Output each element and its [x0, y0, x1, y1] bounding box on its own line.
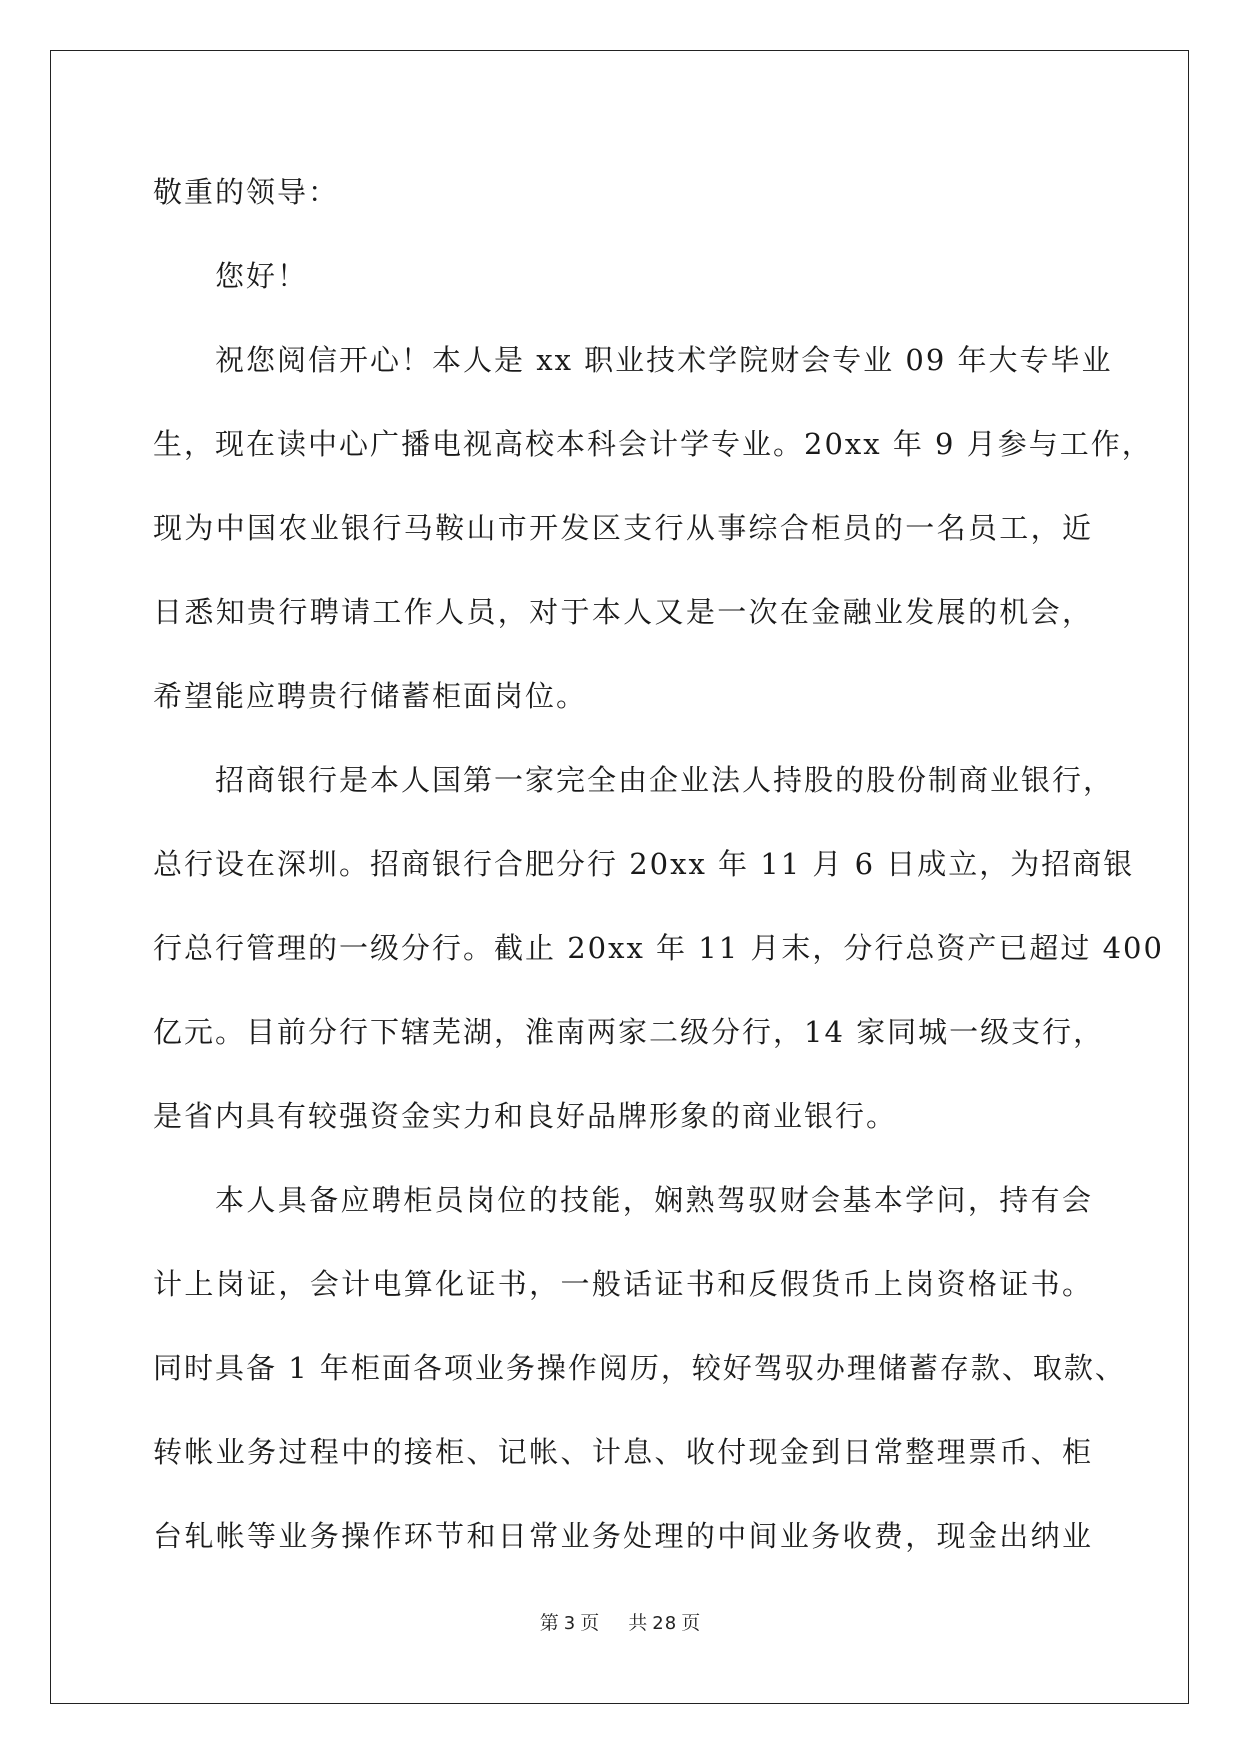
paragraph-line: 台轧帐等业务操作环节和日常业务处理的中间业务收费，现金出纳业 — [153, 1519, 1093, 1553]
paragraph-line: 现为中国农业银行马鞍山市开发区支行从事综合柜员的一名员工，近 — [153, 511, 1093, 545]
paragraph-line: 转帐业务过程中的接柜、记帐、计息、收付现金到日常整理票币、柜 — [153, 1435, 1093, 1469]
page-number-footer — [0, 1608, 1241, 1635]
paragraph-line: 日悉知贵行聘请工作人员，对于本人又是一次在金融业发展的机会， — [153, 595, 1093, 629]
paragraph-line: 本人具备应聘柜员岗位的技能，娴熟驾驭财会基本学问，持有会 — [215, 1183, 1093, 1217]
paragraph-line: 祝您阅信开心！本人是 xx 职业技术学院财会专业 09 年大专毕业 — [215, 343, 1113, 377]
total-suffix: 页 — [681, 1612, 702, 1634]
page-prefix: 第 — [539, 1612, 560, 1634]
paragraph-line: 行总行管理的一级分行。截止 20xx 年 11 月末，分行总资产已超过 400 — [153, 931, 1164, 965]
paragraph-line: 希望能应聘贵行储蓄柜面岗位。 — [153, 679, 588, 713]
total-page-count: 28 — [652, 1613, 678, 1634]
paragraph-line: 计上岗证，会计电算化证书，一般话证书和反假货币上岗资格证书。 — [153, 1267, 1093, 1301]
paragraph-line: 亿元。目前分行下辖芜湖，淮南两家二级分行，14 家同城一级支行， — [153, 1015, 1105, 1049]
greeting-line: 您好！ — [215, 259, 309, 293]
salutation-line: 敬重的领导： — [153, 175, 340, 209]
current-page-number: 3 — [563, 1613, 577, 1634]
paragraph-line: 生，现在读中心广播电视高校本科会计学专业。20xx 年 9 月参与工作， — [153, 427, 1153, 461]
paragraph-line: 总行设在深圳。招商银行合肥分行 20xx 年 11 月 6 日成立，为招商银 — [153, 847, 1135, 881]
letter-body — [153, 150, 1164, 1578]
total-prefix: 共 — [628, 1612, 649, 1634]
page-suffix: 页 — [580, 1612, 601, 1634]
paragraph-line: 招商银行是本人国第一家完全由企业法人持股的股份制商业银行， — [215, 763, 1115, 797]
paragraph-line: 同时具备 1 年柜面各项业务操作阅历，较好驾驭办理储蓄存款、取款、 — [153, 1351, 1126, 1385]
paragraph-line: 是省内具有较强资金实力和良好品牌形象的商业银行。 — [153, 1099, 898, 1133]
